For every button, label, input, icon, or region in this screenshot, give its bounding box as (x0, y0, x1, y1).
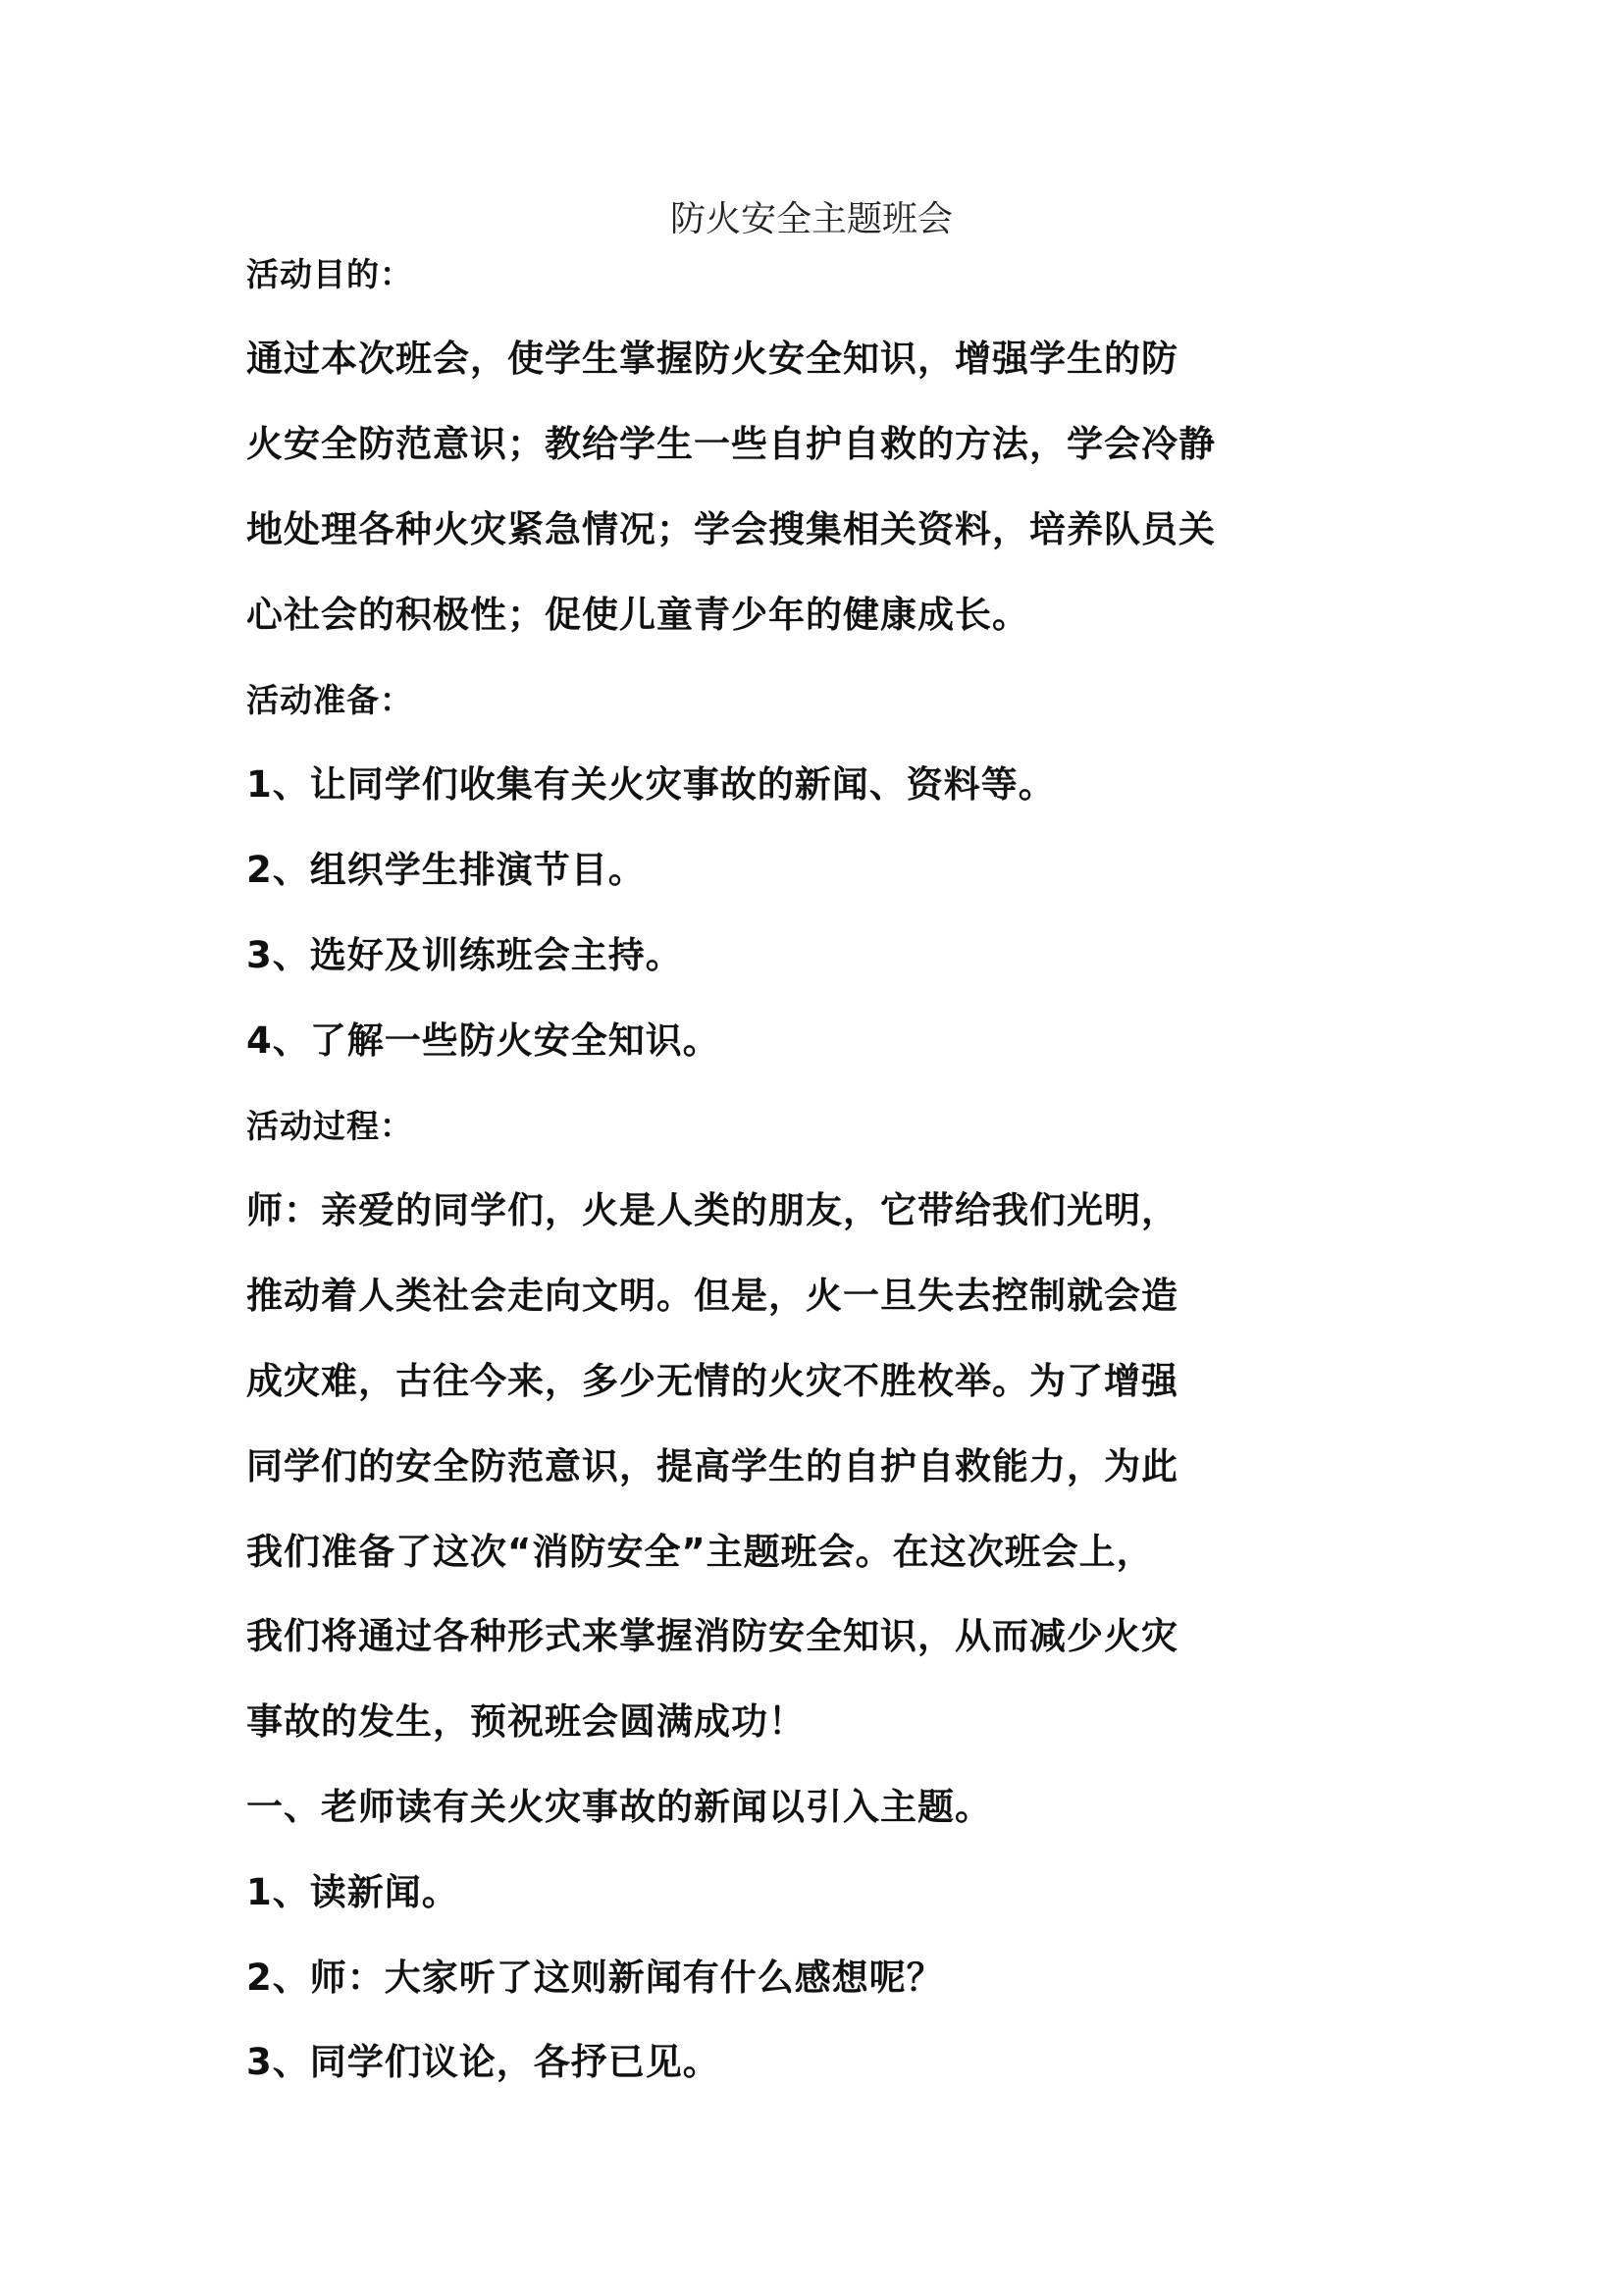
paragraph-line: 我们将通过各种形式来掌握消防安全知识，从而减少火灾 (246, 1615, 1178, 1657)
subsection-heading: 一、老师读有关火灾事故的新闻以引入主题。 (246, 1786, 992, 1828)
paragraph-line: 成灾难，古往今来，多少无情的火灾不胜枚举。为了增强 (246, 1360, 1178, 1402)
paragraph-line: 事故的发生，预祝班会圆满成功！ (246, 1700, 806, 1743)
paragraph-line: 心社会的积极性；促使儿童青少年的健康成长。 (246, 594, 1029, 636)
paragraph-line: 火安全防范意识；教给学生一些自护自救的方法，学会冷静 (246, 423, 1216, 465)
list-item: 1、让同学们收集有关火灾事故的新闻、资料等。 (246, 763, 1056, 806)
paragraph-line: 推动着人类社会走向文明。但是，火一旦失去控制就会造 (246, 1275, 1178, 1317)
list-item: 3、选好及训练班会主持。 (246, 934, 683, 976)
paragraph-line: 我们准备了这次“消防安全”主题班会。在这次班会上， (246, 1531, 1154, 1573)
paragraph-line: 地处理各种火灾紧急情况；学会搜集相关资料，培养队员关 (246, 508, 1216, 550)
document-title: 防火安全主题班会 (669, 199, 953, 239)
list-item: 1、读新闻。 (246, 1871, 459, 1913)
list-item: 3、同学们议论，各抒已见。 (246, 2041, 720, 2083)
paragraph-line: 师：亲爱的同学们，火是人类的朋友，它带给我们光明， (246, 1189, 1178, 1231)
section-heading-purpose: 活动目的： (246, 255, 413, 293)
list-item: 2、组织学生排演节目。 (246, 849, 646, 891)
list-item: 4、了解一些防火安全知识。 (246, 1019, 720, 1062)
section-heading-process: 活动过程： (246, 1107, 413, 1145)
paragraph-line: 同学们的安全防范意识，提高学生的自护自救能力，为此 (246, 1445, 1178, 1487)
section-heading-preparation: 活动准备： (246, 681, 413, 719)
paragraph-line: 通过本次班会，使学生掌握防火安全知识，增强学生的防 (246, 338, 1178, 380)
list-item: 2、师：大家听了这则新闻有什么感想呢？ (246, 1957, 944, 1999)
